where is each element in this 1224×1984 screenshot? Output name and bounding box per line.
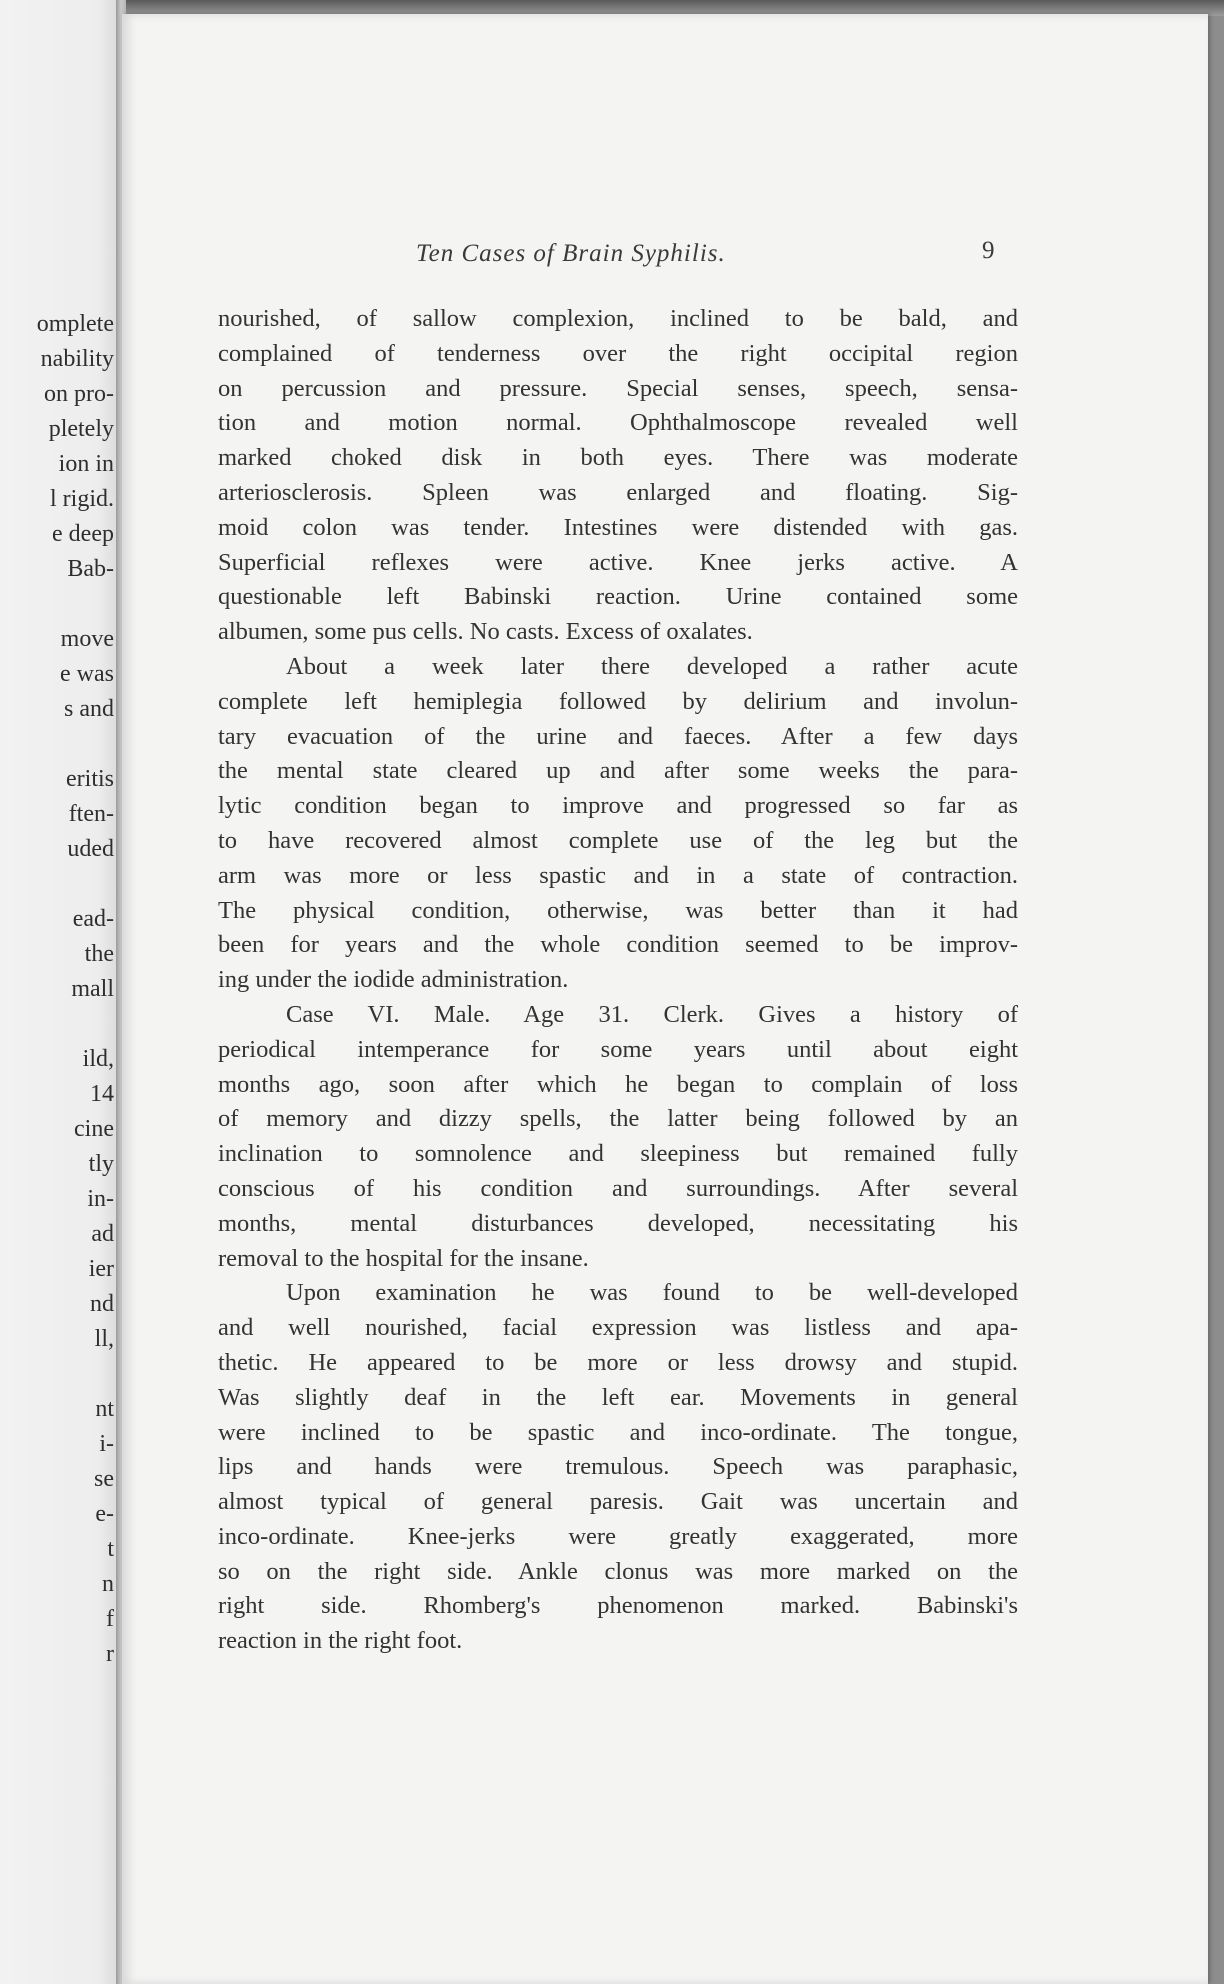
facing-page-line: cine bbox=[74, 1116, 114, 1142]
facing-page-line: f bbox=[106, 1606, 114, 1632]
facing-page-line: ild, bbox=[82, 1046, 114, 1072]
facing-page-line: ion in bbox=[58, 451, 114, 477]
facing-page-line: move bbox=[60, 626, 114, 652]
facing-page-line: nability bbox=[40, 346, 114, 372]
facing-page-line: nd bbox=[90, 1291, 114, 1317]
body-text bbox=[218, 302, 1018, 1659]
text-line: the mental state cleared up and after some weeks the para- bbox=[218, 757, 1018, 785]
text-line: thetic. He appeared to be more or less drowsy and stupid. bbox=[218, 1348, 1018, 1376]
text-line: Upon examination he was found to be well-developed bbox=[286, 1279, 1018, 1307]
text-line: removal to the hospital for the insane. bbox=[218, 1244, 589, 1272]
text-line: lips and hands were tremulous. Speech was paraphasic, bbox=[218, 1453, 1018, 1481]
text-line: tion and motion normal. Ophthalmoscope revealed well bbox=[218, 409, 1018, 437]
facing-page-line: i- bbox=[99, 1431, 114, 1457]
facing-page-line: mall bbox=[71, 976, 114, 1002]
text-line: moid colon was tender. Intestines were distended with gas. bbox=[218, 513, 1018, 541]
text-line: complete left hemiplegia followed by delirium and involun- bbox=[218, 687, 1018, 715]
text-line: marked choked disk in both eyes. There was moderate bbox=[218, 444, 1018, 472]
text-line: complained of tenderness over the right occipital region bbox=[218, 339, 1018, 367]
text-line: questionable left Babinski reaction. Urine contained some bbox=[218, 583, 1018, 611]
facing-page-line: eritis bbox=[66, 766, 114, 792]
facing-page-line: se bbox=[94, 1466, 114, 1492]
facing-page-line: 14 bbox=[90, 1081, 114, 1107]
text-line: almost typical of general paresis. Gait was uncertain and bbox=[218, 1488, 1018, 1516]
text-line: arm was more or less spastic and in a state of contraction. bbox=[218, 861, 1018, 889]
text-line: arteriosclerosis. Spleen was enlarged and floating. Sig- bbox=[218, 478, 1018, 506]
text-line: reaction in the right foot. bbox=[218, 1627, 463, 1655]
facing-page-line: t bbox=[107, 1536, 114, 1562]
facing-page-line: r bbox=[106, 1641, 114, 1667]
facing-page-line: Bab- bbox=[67, 556, 114, 582]
text-line: Case VI. Male. Age 31. Clerk. Gives a history of bbox=[286, 1000, 1018, 1028]
text-line: Superficial reflexes were active. Knee jerks active. A bbox=[218, 548, 1018, 576]
text-line: About a week later there developed a rather acute bbox=[286, 652, 1018, 680]
text-line: were inclined to be spastic and inco-ordinate. The tongue, bbox=[218, 1418, 1018, 1446]
text-line: to have recovered almost complete use of the leg but the bbox=[218, 826, 1018, 854]
facing-page-line: l rigid. bbox=[50, 486, 114, 512]
facing-page-line: on pro- bbox=[44, 381, 114, 407]
facing-page-line: ften- bbox=[68, 801, 114, 827]
facing-page-line: ead- bbox=[72, 906, 114, 932]
running-head: Ten Cases of Brain Syphilis. bbox=[416, 240, 726, 267]
text-line: periodical intemperance for some years until about eight bbox=[218, 1035, 1018, 1063]
facing-page-line: nt bbox=[95, 1396, 114, 1422]
facing-page-line: e- bbox=[95, 1501, 114, 1527]
facing-page-line: in- bbox=[87, 1186, 114, 1212]
text-line: been for years and the whole condition seemed to be improv- bbox=[218, 931, 1018, 959]
text-line: right side. Rhomberg's phenomenon marked. Babinski's bbox=[218, 1592, 1018, 1620]
text-line: on percussion and pressure. Special senses, speech, sensa- bbox=[218, 374, 1018, 402]
text-line: tary evacuation of the urine and faeces. After a few days bbox=[218, 722, 1018, 750]
text-line: of memory and dizzy spells, the latter being followed by an bbox=[218, 1105, 1018, 1133]
text-line: conscious of his condition and surroundings. After several bbox=[218, 1174, 1018, 1202]
text-line: Was slightly deaf in the left ear. Movements in general bbox=[218, 1383, 1018, 1411]
text-line: months ago, soon after which he began to complain of loss bbox=[218, 1070, 1018, 1098]
facing-page-line: ll, bbox=[94, 1326, 114, 1352]
facing-page-line: n bbox=[102, 1571, 114, 1597]
facing-page-line: s and bbox=[64, 696, 114, 722]
facing-page bbox=[0, 0, 122, 1984]
facing-page-line: ad bbox=[91, 1221, 114, 1247]
text-line: and well nourished, facial expression was listless and apa- bbox=[218, 1314, 1018, 1342]
text-line: nourished, of sallow complexion, inclined to be bald, and bbox=[218, 305, 1018, 332]
facing-page-line: tly bbox=[88, 1151, 114, 1177]
text-line: months, mental disturbances developed, necessitating his bbox=[218, 1209, 1018, 1237]
facing-page-line: the bbox=[84, 941, 114, 967]
facing-page-line: omplete bbox=[36, 311, 114, 337]
text-line: so on the right side. Ankle clonus was more marked on the bbox=[218, 1557, 1018, 1585]
text-line: inco-ordinate. Knee-jerks were greatly exaggerated, more bbox=[218, 1522, 1018, 1550]
text-line: lytic condition began to improve and progressed so far as bbox=[218, 792, 1018, 820]
facing-page-line: e was bbox=[60, 661, 114, 687]
text-line: ing under the iodide administration. bbox=[218, 966, 569, 994]
text-line: inclination to somnolence and sleepiness but remained fully bbox=[218, 1140, 1018, 1168]
page-number: 9 bbox=[982, 237, 995, 264]
facing-page-line: uded bbox=[67, 836, 114, 862]
text-line: The physical condition, otherwise, was better than it had bbox=[218, 896, 1018, 924]
text-line: albumen, some pus cells. No casts. Excess of oxalates. bbox=[218, 618, 753, 646]
facing-page-line: e deep bbox=[52, 521, 114, 547]
facing-page-line: pletely bbox=[48, 416, 114, 442]
facing-page-line: ier bbox=[88, 1256, 114, 1282]
